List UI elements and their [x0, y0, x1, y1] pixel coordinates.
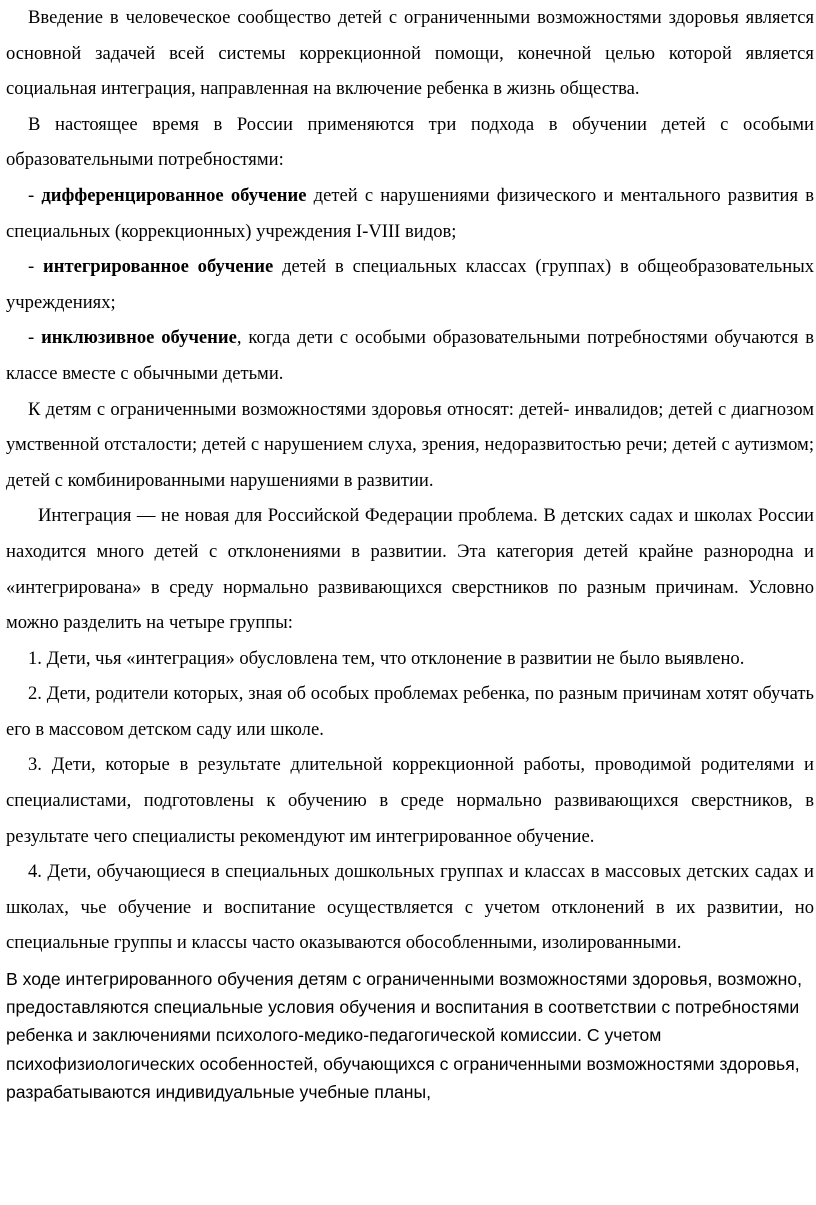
- list-item-differentiated: [6, 178, 814, 249]
- term-integrated: интегрированное обучение: [43, 256, 274, 278]
- list-item-integrated: [6, 249, 814, 320]
- group-item-4: 4. Дети, обучающиеся в специальных дошкольных группах и классах в массовых детских садах и школах, чье обучение и воспитание осуществляется с учетом отклонений в их развитии, но специальные группы и классы часто оказываются обособленными, изолированными.: [6, 861, 814, 954]
- group-item-3: 3. Дети, которые в результате длительной коррекционной работы, проводимой родителями и специалистами, подготовлены к обучению в среде нормально развивающихся сверстников, в результате чего специалисты рекомендуют им интегрированное обучение.: [6, 754, 814, 847]
- group-item-1: 1. Дети, чья «интеграция» обусловлена тем, что отклонение в развитии не было выявлено.: [28, 647, 745, 669]
- categories-paragraph: К детям с ограниченными возможностями здоровья относят: детей- инвалидов; детей с диагнозом умственной отсталости; детей с нарушением слуха, зрения, недоразвитостью речи; детей с аутизмом; детей с комбинированными нарушениями в развитии.: [6, 398, 814, 491]
- list-item-text: детей с нарушениями физического и ментального развития в специальных (коррекционных) учреждения I-VIII видов;: [6, 184, 814, 242]
- conclusion-paragraph: В ходе интегрированного обучения детям с ограниченными возможностями здоровья, возможно, предоставляются специальные условия обучения и воспитания в соответствии с потребностями ребенка и заключениями психолого-медико-педагогической комиссии. С учетом психофизиологических особенностей, обучающихся с ограниченными возможностями здоровья, разрабатываются индивидуальные учебные планы,: [6, 969, 802, 1102]
- term-differentiated: дифференцированное обучение: [41, 184, 307, 206]
- document-page: [6, 0, 814, 1106]
- intro-paragraph: Введение в человеческое сообщество детей с ограниченными возможностями здоровья является основной задачей всей системы коррекционной помощи, конечной целью которой является социальная интеграция, направленная на включение ребенка в жизнь общества.: [6, 7, 814, 100]
- list-item-text: детей в специальных классах (группах) в общеобразовательных учреждениях;: [6, 256, 814, 313]
- list-item-inclusive: [6, 320, 814, 391]
- integration-paragraph: Интеграция — не новая для Российской Федерации проблема. В детских садах и школах России находится много детей с отклонениями в развитии. Эта категория детей крайне разнородна и «интегрирована» в среду нормально развивающихся сверстников по разным причинам. Условно можно разделить на четыре группы:: [6, 505, 814, 634]
- term-inclusive: инклюзивное обучение: [41, 327, 237, 349]
- list-dash: -: [28, 327, 42, 349]
- approaches-paragraph: В настоящее время в России применяются три подхода в обучении детей с особыми образовательными потребностями:: [6, 113, 814, 171]
- list-dash: -: [28, 184, 42, 206]
- list-dash: -: [28, 256, 44, 278]
- group-item-2: 2. Дети, родители которых, зная об особых проблемах ребенка, по разным причинам хотят обучать его в массовом детском саду или школе.: [6, 683, 814, 740]
- list-item-text: , когда дети с особыми образовательными потребностями обучаются в классе вместе с обычными детьми.: [6, 327, 814, 384]
